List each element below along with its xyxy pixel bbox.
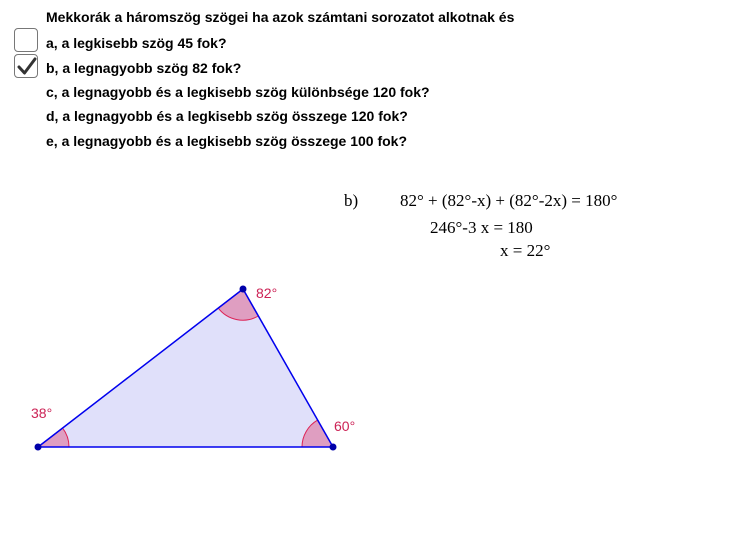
- question-intro: Mekkorák a háromszög szögei ha azok számtani sorozatot alkotnak és: [46, 9, 515, 25]
- angle-label-top: 82°: [256, 285, 278, 301]
- vertex-left[interactable]: [35, 444, 42, 451]
- option-d: d, a legnagyobb és a legkisebb szög összege 120 fok?: [46, 108, 408, 124]
- angle-label-left: 38°: [31, 405, 53, 421]
- angle-label-right: 60°: [334, 418, 356, 434]
- option-c: c, a legnagyobb és a legkisebb szög különbsége 120 fok?: [46, 84, 430, 100]
- option-e: e, a legnagyobb és a legkisebb szög összege 100 fok?: [46, 133, 408, 149]
- option-a: a, a legkisebb szög 45 fok?: [46, 35, 227, 51]
- vertex-right[interactable]: [330, 444, 337, 451]
- equation-3: x = 22°: [500, 241, 551, 260]
- vertex-top[interactable]: [240, 286, 247, 293]
- equation-2: 246°-3 x = 180: [430, 218, 533, 237]
- solution-label: b): [344, 191, 359, 210]
- equation-1: 82° + (82°-x) + (82°-2x) = 180°: [400, 191, 618, 210]
- option-b: b, a legnagyobb szög 82 fok?: [46, 60, 242, 76]
